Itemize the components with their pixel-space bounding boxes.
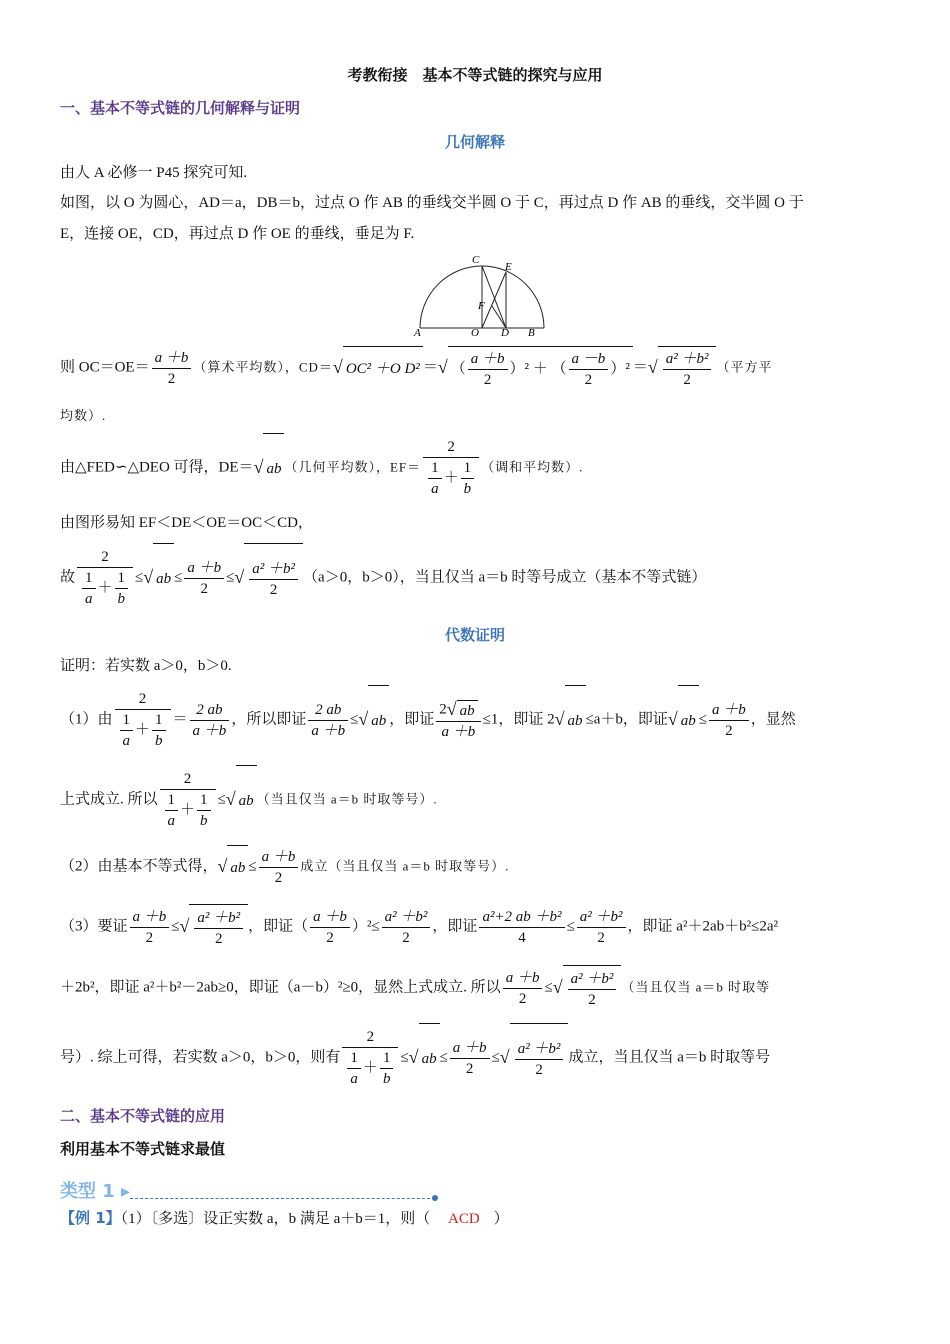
section-heading-1: 一、基本不等式链的几何解释与证明 <box>60 99 301 117</box>
proof-step-2: （2）由基本不等式得，√ ab ≤ $\frac{a +b}{2}$ 成立（当且仅当 a＝b 时取等号）. <box>60 844 509 890</box>
frac-hm: 2 $\frac{1}{a}$ ＋ $\frac{1}{b}$ <box>423 437 479 499</box>
example-1: 【例 1】（1）〔多选〕设正实数 a，b 满足 a＋b＝1，则（ ACD ） <box>60 1209 509 1227</box>
label-C: C <box>472 254 480 266</box>
label-D: D <box>501 327 509 339</box>
oc-line: 则 OC＝OE＝ $\frac{a +b}{2}$ （算术平均数），CD＝√ OC² ＋O D² ＝√ （ $\frac{a +b}{2}$ ）² ＋ （ $\frac{a -b}{2}$ ）² ＝√ $\frac{\text{a² ＋b²}}{2}$ （平方平 <box>60 345 773 391</box>
proof-intro: 证明：若实数 a＞0，b＞0. <box>60 658 232 674</box>
frac-am: $\frac{a +b}{2}$ <box>152 348 192 389</box>
proof-step-3: （3）要证 $\frac{a +b}{2}$ ≤√ $\frac{\text{a² ＋b²}}{2}$ ，即证（ $\frac{a +b}{2}$ ）²≤ $\frac{\text{a² ＋b²}}{2}$ ，即证 $\frac{\text{a²+2 ab ＋b²}}{4}$ ≤ $\frac{\text{a² ＋b²}}{2}$ ，即证 a²＋2ab＋b²≤2a² <box>60 903 778 951</box>
geo-paragraph-2b: E，连接 OE，CD，再过点 D 作 OE 的垂线，垂足为 F. <box>60 226 415 242</box>
proof-conclusion: 号）. 综上可得，若实数 a＞0，b＞0，则有 2 $\frac{1}{a}$ ＋ $\frac{1}{b}$ ≤√ ab ≤ $\frac{a +b}{2}$ ≤√ $\frac{\text{a² ＋b²}}{2}$ 成立，当且仅当 a＝b 时取等号 <box>60 1022 770 1094</box>
proof-step-1: （1）由 2 $\frac{1}{a}$ ＋ $\frac{1}{b}$ ＝ $\frac{2 ab}{a +b}$ ，所以即证 $\frac{2 ab}{a +b}$ ≤√ ab ，即证 $\frac{2√ ab}{a +b}$ ≤1，即证 2√ ab ≤a＋b，即证√ ab ≤ $\frac{a +b}{2}$ ，显然 <box>60 684 796 756</box>
de-line: 由△FED∽△DEO 可得，DE＝√ ab （几何平均数），EF＝ 2 $\frac{1}{a}$ ＋ $\frac{1}{b}$ （调和平均数）. <box>60 432 583 504</box>
chain-line: 故 2 $\frac{1}{a}$ ＋ $\frac{1}{b}$ ≤√ ab ≤ $\frac{a +b}{2}$ ≤√ $\frac{\text{a² ＋b²}}{2}$ （a＞0，b＞0），当且仅当 a＝b 时等号成立（基本不等式链） <box>60 542 706 614</box>
sqrt-qm: √ $\frac{\text{a² ＋b²}}{2}$ <box>648 345 717 391</box>
label-A: A <box>414 327 421 339</box>
semicircle-figure <box>408 252 546 340</box>
label-F: F <box>478 300 485 312</box>
type-divider <box>130 1198 435 1199</box>
proof-step-1-cont: 上式成立. 所以 2 $\frac{1}{a}$ ＋ $\frac{1}{b}$ ≤√ ab （当且仅当 a＝b 时取等号）. <box>60 764 438 836</box>
proof-step-3-cont: ＋2b²，即证 a²＋b²－2ab≥0，即证（a－b）²≥0，显然上式成立. 所以 $\frac{a +b}{2}$ ≤√ $\frac{\text{a² ＋b²}}{2}$ （当且仅当 a＝b 时取等 <box>60 964 770 1012</box>
label-E: E <box>505 261 512 273</box>
type-divider-dot <box>432 1195 438 1201</box>
sqrt-cd: √ OC² ＋O D² <box>333 345 423 391</box>
geo-paragraph-1: 由人 A 必修一 P45 探究可知. <box>60 165 248 181</box>
example-answer: ACD <box>448 1211 480 1227</box>
label-B: B <box>528 327 535 339</box>
label-O: O <box>471 327 479 339</box>
oc-line-cont: 均数）. <box>60 408 107 423</box>
subheading-algebra: 代数证明 <box>444 626 505 644</box>
type-badge: 类型 1 ▸ <box>60 1181 131 1202</box>
sqrt-qm-expanded: √ （ $\frac{a +b}{2}$ ）² ＋ （ $\frac{a -b}{2}$ ）² <box>438 345 633 391</box>
geo-paragraph-2a: 如图，以 O 为圆心，AD＝a，DB＝b，过点 O 作 AB 的垂线交半圆 O 于 C，再过点 D 作 AB 的垂线，交半圆 O 于 <box>60 195 804 211</box>
sqrt-gm: √ ab <box>254 432 285 504</box>
bold-heading: 利用基本不等式链求最值 <box>60 1140 226 1158</box>
subheading-geometry: 几何解释 <box>444 133 505 151</box>
example-tag: 【例 1】 <box>60 1209 121 1227</box>
ef-line: 由图形易知 EF＜DE＜OE＝OC＜CD， <box>60 515 313 531</box>
page-title: 考教衔接 基本不等式链的探究与应用 <box>347 66 603 84</box>
section-heading-2: 二、基本不等式链的应用 <box>60 1107 226 1125</box>
